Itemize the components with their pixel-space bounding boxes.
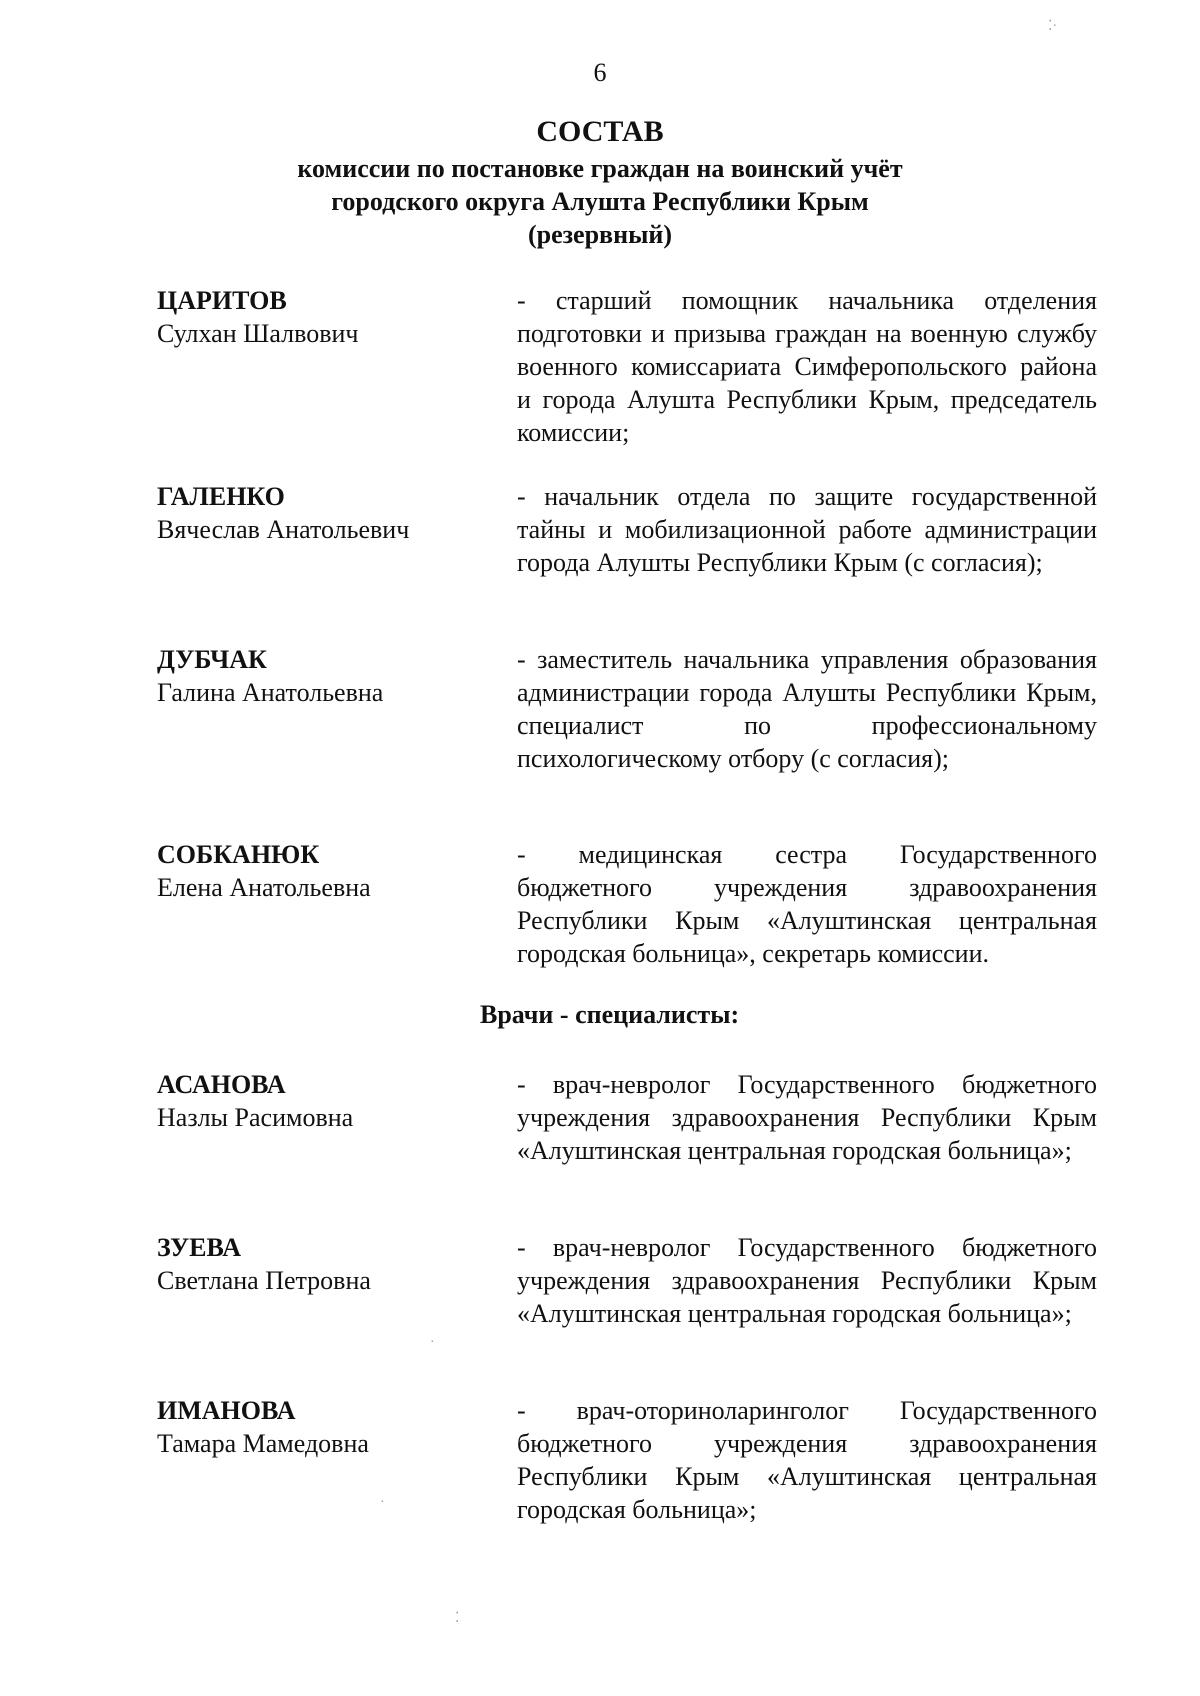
scan-speck: ⁚ [455, 1611, 460, 1626]
specialist-name [157, 1231, 487, 1297]
specialist-given-name: Тамара Мамедовна [157, 1429, 369, 1458]
member-given-name: Вячеслав Анатольевич [157, 515, 410, 544]
header-line-3: (резервный) [527, 220, 673, 249]
member-role: - медицинская сестра Государственного бюджетного учреждения здравоохранения Республики Крым «Алуштинская центральная городская больница», секретарь комиссии. [517, 840, 1097, 968]
header-line-2: городского округа Алушта Республики Крым [331, 187, 869, 216]
specialist-role: - врач-оториноларинголог Государственного бюджетного учреждения здравоохранения Республики Крым «Алуштинская центральная городская больница»; [517, 1396, 1097, 1524]
member-name [157, 480, 487, 546]
scan-speck: · [430, 1335, 435, 1350]
scan-speck: ⁚· [1048, 19, 1058, 34]
member-given-name: Елена Анатольевна [157, 873, 371, 902]
member-surname: ГАЛЕНКО [157, 482, 285, 511]
member-name [157, 284, 487, 350]
specialist-role: - врач-невролог Государственного бюджетного учреждения здравоохранения Республики Крым «Алуштинская центральная городская больница»; [517, 1233, 1097, 1328]
specialist-surname: ЗУЕВА [157, 1233, 241, 1262]
member-name [157, 643, 487, 709]
specialist-surname: ИМАНОВА [157, 1396, 296, 1425]
member-surname: ЦАРИТОВ [157, 286, 287, 315]
member-role: - заместитель начальника управления образования администрации города Алушты Республики Крым, специалист по профессиональному психологическому отбору (с согласия); [517, 645, 1097, 773]
member-given-name: Галина Анатольевна [157, 678, 384, 707]
header-line-1: комиссии по постановке граждан на воинский учёт [297, 154, 903, 183]
member-surname: СОБКАНЮК [157, 840, 320, 869]
document-title: СОСТАВ [536, 115, 664, 148]
member-given-name: Сулхан Шалвович [157, 319, 359, 348]
specialist-surname: АСАНОВА [157, 1070, 286, 1099]
specialist-given-name: Назлы Расимовна [157, 1103, 354, 1132]
specialist-role: - врач-невролог Государственного бюджетного учреждения здравоохранения Республики Крым «Алуштинская центральная городская больница»; [517, 1070, 1097, 1165]
member-surname: ДУБЧАК [157, 645, 267, 674]
scan-speck: · [380, 1495, 385, 1510]
specialist-given-name: Светлана Петровна [157, 1266, 371, 1295]
member-name [157, 838, 487, 904]
document-header [0, 112, 1200, 251]
member-role: - старший помощник начальника отделения подготовки и призыва граждан на военную службу военного комиссариата Симферопольского района и города Алушта Республики Крым, председатель комиссии; [517, 286, 1097, 447]
specialist-name [157, 1394, 487, 1460]
page-number: 6 [593, 58, 607, 87]
member-role: - начальник отдела по защите государственной тайны и мобилизационной работе администрации города Алушты Республики Крым (с согласия); [517, 482, 1097, 577]
specialist-name [157, 1068, 487, 1134]
specialists-heading: Врачи - специалисты: [480, 1000, 740, 1029]
